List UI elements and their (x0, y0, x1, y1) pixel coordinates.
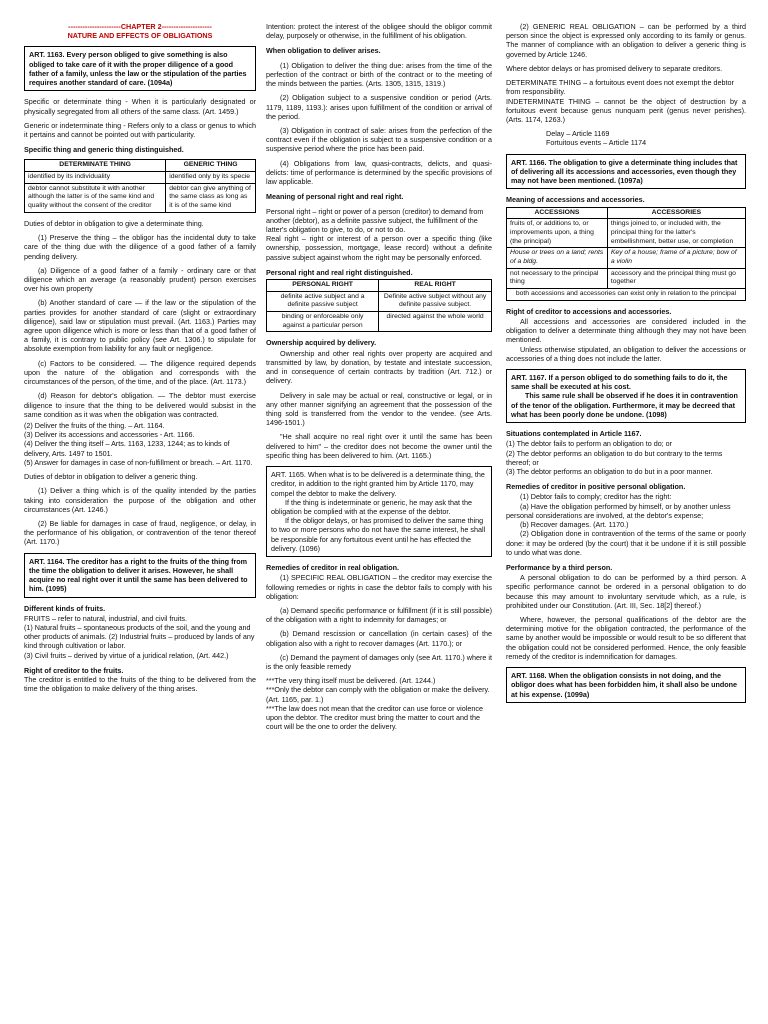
section-heading: Right of creditor to accessions and accessories. (506, 306, 672, 316)
paragraph: Generic or indeterminate thing - Refers only to a class or genus to which it pertains and cannot be pointed out with particularity. (24, 120, 256, 139)
paragraph: (a) Have the obligation performed by himself, or by another unless personal considerations are involved, at the debtor's expense; (506, 501, 731, 520)
section-heading: Meaning of accessions and accessories. (506, 195, 645, 205)
reference-line: Fortuitous events – Article 1174 (546, 138, 647, 148)
personal-real-right-table (266, 279, 492, 332)
paragraph: (1) Natural fruits – spontaneous products of the soil, and the young and other products of animals. (2) Industrial fruits – produced by lands of any kind through cultivation or labor. (24, 622, 255, 651)
table-header: GENERIC THING (166, 160, 256, 172)
paragraph: (c) Factors to be considered. — The diligence required depends upon the nature of the obligation and corresponds with the circumstances of the person, of the time, and of the place. (Art. 1173.) (24, 358, 256, 387)
list-item: (4) Deliver the thing itself – Arts. 1163, 1233, 1244; as to kinds of delivery, Arts. 1497 to 1501. (24, 439, 230, 458)
paragraph: (1) Preserve the thing – the obligor has the incidental duty to take care of the thing due with the diligence of a good father of a family pending delivery. (24, 233, 256, 261)
paragraph: (a) Diligence of a good father of a family - ordinary care or that diligence which an average (a reasonably prudent) person exercises over his own property (24, 265, 256, 294)
section-heading: Situations contemplated in Article 1167. (506, 429, 642, 439)
paragraph: The creditor is entitled to the fruits of the thing to be delivered from the time the obligation to make delivery of the thing arises. (24, 675, 256, 694)
section-heading: Meaning of personal right and real right. (266, 192, 404, 202)
table-row (267, 312, 492, 332)
paragraph: (c) Demand the payment of damages only (see Art. 1170.) where it is the only feasible remedy (266, 652, 492, 672)
paragraph: Real right – right or interest of a person over a specific thing (like ownership, possession, mortgage, lease record) without a definite passive subject against whom the right may be personally enforced. (266, 234, 492, 262)
article-1167-box (506, 369, 746, 423)
list-item: (1) The debtor fails to perform an obligation to do; or (506, 439, 673, 449)
table-header: PERSONAL RIGHT (267, 280, 379, 292)
article-text: ART. 1167. If a person obliged to do something fails to do it, the same shall be executed at his cost. (511, 373, 728, 392)
section-heading: Personal right and real right distinguished. (266, 267, 413, 277)
table-row (507, 219, 746, 248)
note: ***The very thing itself must be delivered. (Art. 1244.) (266, 676, 436, 686)
article-1164-box: ART. 1164. The creditor has a right to the fruits of the thing from the time the obligation to deliver it arises. However, he shall acquire no real right over it until the same has been delivered to him. (1095) (24, 553, 256, 598)
list-item: (2) Deliver the fruits of the thing. – Art. 1164. (24, 421, 165, 430)
list-item: (3) The debtor performs an obligation to do but in a poor manner. (506, 466, 713, 476)
table-cell: binding or enforceable only against a particular person (267, 312, 379, 332)
table-header: ACCESSORIES (607, 207, 745, 219)
paragraph: (a) Demand specific performance or fulfillment (if it is still possible) of the obligation with a right to indemnity for damages; or (266, 605, 492, 625)
article-1168-box: ART. 1168. When the obligation consists in not doing, and the obligor does what has been forbidden him, it shall also be undone at his expense. (1099a) (506, 667, 746, 703)
paragraph: (b) Recover damages. (Art. 1170.) (520, 520, 629, 530)
paragraph: (3) Obligation in contract of sale: arises from the perfection of the contract even if the obligation is subject to a suspensive condition or a suspensive period where the price has been paid. (266, 125, 492, 154)
paragraph: (1) Deliver a thing which is of the quality intended by the parties taking into consideration the purpose of the obligation and other circumstances (Art. 1246.) (24, 486, 256, 514)
paragraph: A personal obligation to do can be performed by a third person. A specific performance cannot be ordered in a personal obligation to do because this may amount to involuntary servitude which, as a rule, is prohibited under our Constitution. (Art. III, Sec. 18[2] thereof.) (506, 573, 746, 610)
paragraph: (1) Obligation to deliver the thing due: arises from the time of the perfection of the contract or birth of the contract or to the meeting of the minds between the parties. (Arts. 1305, 1315, 1319.) (266, 60, 492, 89)
article-1166-box: ART. 1166. The obligation to give a determinate thing includes that of delivering all its accessions and accessories, even though they may not have been mentioned. (1097a) (506, 154, 746, 190)
table-footer-cell: both accessions and accessories can exist only in relation to the principal (507, 289, 746, 301)
paragraph: Where debtor delays or has promised delivery to separate creditors. (506, 63, 723, 73)
paragraph: INDETERMINATE THING – cannot be the object of destruction by a fortuitous event because genus nunquam perit (genus never perishes). (Arts. 1174, 1263.) (506, 96, 746, 124)
table-cell: identified only by its specie (166, 172, 256, 184)
section-heading: Remedies of creditor in positive personal obligation. (506, 482, 686, 492)
paragraph: Specific or determinate thing - When it is particularly designated or physically segregated from all others of the same class. (Art. 1459.) (24, 97, 256, 116)
paragraph: "He shall acquire no real right over it until the same has been delivered to him" – the creditor does not become the owner until the specific thing has been delivered to him. (Art. 1165.) (266, 432, 492, 460)
paragraph: FRUITS – refer to natural, industrial, and civil fruits. (24, 613, 187, 623)
section-heading: When obligation to deliver arises. (266, 46, 381, 56)
list-item: (3) Deliver its accessions and accessories - Art. 1166. (24, 430, 195, 440)
table-cell: Key of a house; frame of a picture; bow of a violin (607, 248, 745, 268)
paragraph: (3) Civil fruits – derived by virtue of a juridical relation, (Art. 442.) (24, 650, 229, 660)
paragraph: Intention: protect the interest of the obligee should the obligor commit delay, purposely or otherwise, in the fulfillment of his obligation. (266, 22, 492, 41)
table-row (267, 291, 492, 311)
paragraph: Unless otherwise stipulated, an obligation to deliver the accessions or accessories of a thing does not include the latter. (506, 344, 746, 363)
paragraph: (b) Another standard of care — if the law or the stipulation of the parties provides for another standard of care (slight or extraordinary diligence), said law or stipulation must prevail. (Art. 1163.) Parties may agree upon diligence which is more or less than that of a good father of a family, it is contrary to public policy (see Art. 1306.) to stipulate for absolute exemption from liability for any fault or negligence. (24, 298, 256, 354)
section-heading: Ownership acquired by delivery. (266, 338, 377, 348)
section-heading: Right of creditor to the fruits. (24, 665, 124, 675)
note: ***Only the debtor can comply with the obligation or make the delivery. (Art. 1165, par. 1.) (266, 685, 490, 704)
paragraph: (b) Demand rescission or cancellation (in certain cases) of the obligation also with a right to recover damages (Art. 1170.); or (266, 629, 492, 648)
specific-generic-table (24, 159, 256, 212)
list-item: (2) The debtor performs an obligation to do but contrary to the terms thereof; or (506, 448, 723, 467)
reference-line: Delay – Article 1169 (546, 129, 610, 139)
column-2 (266, 22, 492, 732)
article-1163-box: ART. 1163. Every person obliged to give something is also obliged to take care of it with the proper diligence of a good father of a family, unless the law or the stipulation of the parties requires another standard of care. (1094a) (24, 46, 256, 91)
table-header: ACCESSIONS (507, 207, 608, 219)
note: ***The law does not mean that the creditor can use force or violence upon the debtor. The creditor must bring the matter to court and the court will be the one to order the delivery. (266, 703, 483, 732)
table-cell: directed against the whole world (379, 312, 492, 332)
table-header: DETERMINATE THING (25, 160, 166, 172)
section-heading: Performance by a third person. (506, 562, 613, 572)
table-cell: debtor can give anything of the same class as long as it is of the same kind (166, 183, 256, 212)
table-cell: debtor cannot substitute it with another although the latter is of the same kind and quality without the consent of the creditor (25, 183, 166, 212)
section-heading: Remedies of creditor in real obligation. (266, 563, 399, 573)
table-row (507, 289, 746, 301)
paragraph: DETERMINATE THING – a fortuitous event does not exempt the debtor from responsibility. (506, 78, 734, 97)
paragraph: (4) Obligations from law, quasi-contracts, delicts, and quasi-delicts: time of performance is determined by the specific provisions of law applicable. (266, 158, 492, 187)
table-cell: Definite active subject without any definite passive subject. (379, 291, 492, 311)
chapter-title: NATURE AND EFFECTS OF OBLIGATIONS (67, 31, 213, 41)
paragraph: (2) Obligation subject to a suspensive condition or period (Arts. 1179, 1189, 1193.): arises upon fulfillment of the condition or arrival of the period. (266, 93, 492, 121)
paragraph: (2) GENERIC REAL OBLIGATION – can be performed by a third person since the object is expressed only according to its family or genus. The manner of compliance with an obligation to deliver a generic thing is governed by Article 1246. (506, 22, 746, 59)
article-1165-box (266, 466, 492, 557)
article-text: If the thing is indeterminate or generic, he may ask that the obligation be complied with at the expense of the debtor. (271, 497, 472, 516)
paragraph: Ownership and other real rights over property are acquired and transmitted by law, by donation, by testate and intestate succession, and in consequence of certain contracts by tradition (Art. 712.) or delivery. (266, 348, 492, 386)
table-cell: House or trees on a land; rents of a bldg. (507, 248, 608, 268)
table-cell: not necessary to the principal thing (507, 268, 608, 288)
paragraph: (1) SPECIFIC REAL OBLIGATION – the creditor may exercise the following remedies or rights in case the debtor fails to comply with his obligation: (266, 573, 492, 601)
paragraph: (1) Debtor fails to comply; creditor has the right: (520, 492, 672, 502)
paragraph: Duties of debtor in obligation to deliver a generic thing. (24, 472, 198, 482)
paragraph: (2) Be liable for damages in case of fraud, negligence, or delay, in the performance of his obligation, or contravention of the tenor thereof (Art. 1170.) (24, 518, 256, 547)
list-item: (5) Answer for damages in case of non-fulfillment or breach. – Art. 1170. (24, 457, 253, 467)
table-row (25, 172, 256, 184)
column-1 (24, 22, 256, 698)
table-header: REAL RIGHT (379, 280, 492, 292)
accessions-accessories-table (506, 207, 746, 301)
article-text: This same rule shall be observed if he does it in contravention of the tenor of the obligation. Furthermore, it may be decreed that what has been poorly done be undone. (1098) (511, 391, 738, 419)
table-cell: accessory and the principal thing must go together (607, 268, 745, 288)
table-row (507, 268, 746, 288)
paragraph: (2) Obligation done in contravention of the terms of the same or poorly done: it may be ordered (by the court) that it be undone if it is still possible to undo what was done. (506, 529, 746, 557)
table-cell: things joined to, or included with, the principal thing for the latter's embellishment, better use, or completion (607, 219, 745, 248)
paragraph: Delivery in sale may be actual or real, constructive or legal, or in any other manner signifying an agreement that the possession of the thing sold is transferred from the vendor to the vendee. (see Arts. 1496-1501.) (266, 390, 492, 428)
paragraph: (d) Reason for debtor's obligation. — The debtor must exercise diligence to insure that the thing to be delivered would subsist in the same condition as it was when the obligation was contracted. (24, 391, 256, 419)
column-3 (506, 22, 746, 709)
table-row (25, 183, 256, 212)
section-heading: Different kinds of fruits. (24, 603, 106, 613)
article-text: ART. 1165. When what is to be delivered is a determinate thing, the creditor, in addition to the right granted him by Article 1170, may compel the debtor to make the delivery. (271, 470, 485, 498)
paragraph: Where, however, the personal qualifications of the debtor are the determining motive for the obligation contracted, the performance of the same by another would be impossible or would result to be so different that the obligation could not be considered performed. Hence, the only feasible remedy of the creditor is indemnification for damages. (506, 615, 746, 661)
article-text: If the obligor delays, or has promised to deliver the same thing to two or more persons who do not have the same interest, he shall be responsible for any fortuitous event until he has effected the delivery. (1096) (271, 516, 486, 553)
paragraph: Personal right – right or power of a person (creditor) to demand from another (debtor), as a definite passive subject, the fulfillment of the latter's obligation to give, to do, or not to do. (266, 206, 484, 234)
chapter-heading (24, 22, 256, 40)
paragraph: Duties of debtor in obligation to give a determinate thing. (24, 218, 204, 228)
table-cell: fruits of, or additions to, or improvements upon, a thing (the principal) (507, 219, 608, 248)
table-cell: definite active subject and a definite passive subject (267, 291, 379, 311)
chapter-number: ----------------------CHAPTER 2--------------------- (68, 22, 212, 31)
paragraph: All accessions and accessories are considered included in the obligation to deliver a determinate thing although they may not have been mentioned. (506, 316, 746, 345)
section-heading: Specific thing and generic thing distinguished. (24, 145, 184, 155)
table-row (507, 248, 746, 268)
table-cell: identified by its individuality (25, 172, 166, 184)
